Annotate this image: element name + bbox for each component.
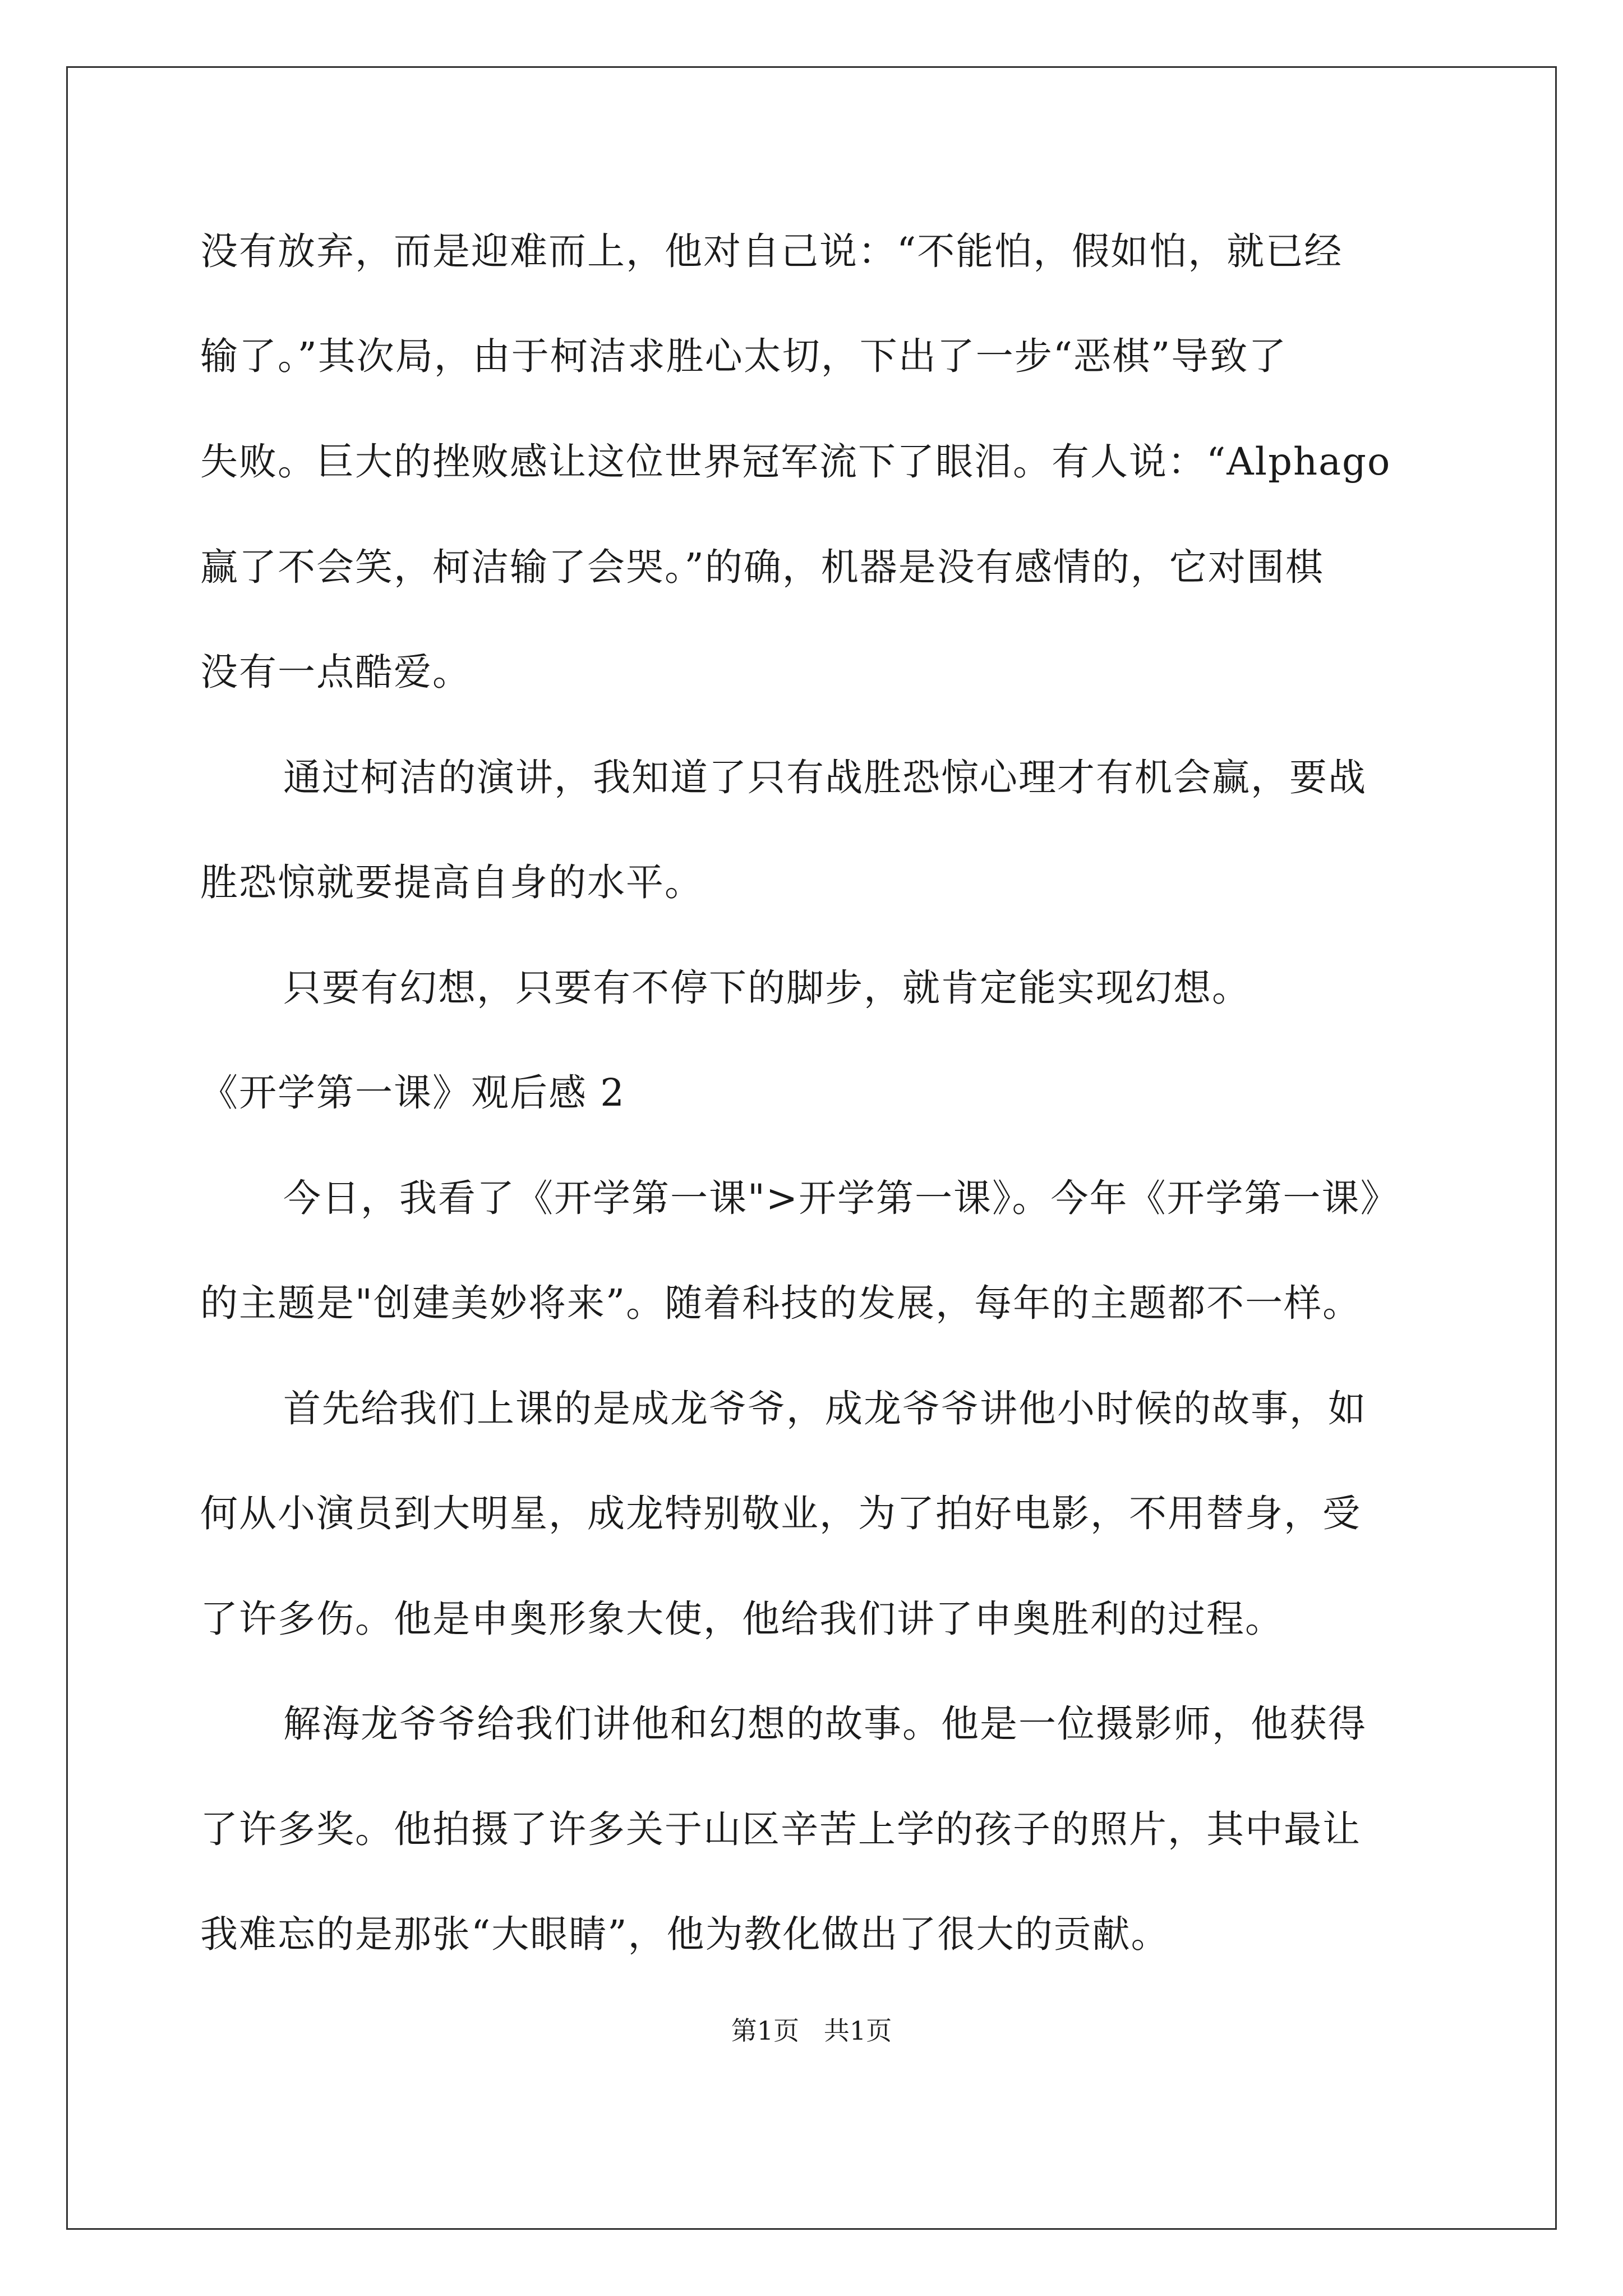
- text-line: 通过柯洁的演讲，我知道了只有战胜恐惊心理才有机会赢，要战: [283, 756, 1367, 799]
- text-line: 输了。”其次局，由于柯洁求胜心太切，下出了一步“恶棋”导致了: [200, 334, 1288, 378]
- text-line: 的主题是"创建美妙将来”。随着科技的发展，每年的主题都不一样。: [200, 1281, 1362, 1325]
- text-line: 我难忘的是那张“大眼睛”，他为教化做出了很大的贡献。: [200, 1912, 1170, 1956]
- text-line: 首先给我们上课的是成龙爷爷，成龙爷爷讲他小时候的故事，如: [283, 1387, 1367, 1430]
- section-heading: 《开学第一课》观后感 2: [200, 1071, 625, 1115]
- text-line: 赢了不会笑，柯洁输了会哭。”的确，机器是没有感情的，它对围棋: [200, 545, 1324, 589]
- text-line: 今日，我看了《开学第一课">开学第一课》。今年《开学第一课》: [283, 1176, 1399, 1220]
- text-line: 了许多伤。他是申奥形象大使，他给我们讲了申奥胜利的过程。: [200, 1597, 1284, 1641]
- text-line: 没有一点酷爱。: [200, 650, 471, 694]
- text-line: 失败。巨大的挫败感让这位世界冠军流下了眼泪。有人说：“Alphago: [200, 440, 1391, 484]
- text-line: 胜恐惊就要提高自身的水平。: [200, 861, 703, 904]
- text-line: 何从小演员到大明星，成龙特别敬业，为了拍好电影，不用替身，受: [200, 1492, 1361, 1535]
- text-line: 没有放弃，而是迎难而上，他对自己说：“不能怕，假如怕，就已经: [200, 229, 1343, 273]
- text-line: 了许多奖。他拍摄了许多关于山区辛苦上学的孩子的照片，其中最让: [200, 1807, 1361, 1851]
- page-footer: 第1页 共1页: [731, 2016, 892, 2046]
- text-line: 只要有幻想，只要有不停下的脚步，就肯定能实现幻想。: [283, 966, 1251, 1010]
- page-border: [66, 66, 1557, 2230]
- text-line: 解海龙爷爷给我们讲他和幻想的故事。他是一位摄影师，他获得: [283, 1702, 1367, 1746]
